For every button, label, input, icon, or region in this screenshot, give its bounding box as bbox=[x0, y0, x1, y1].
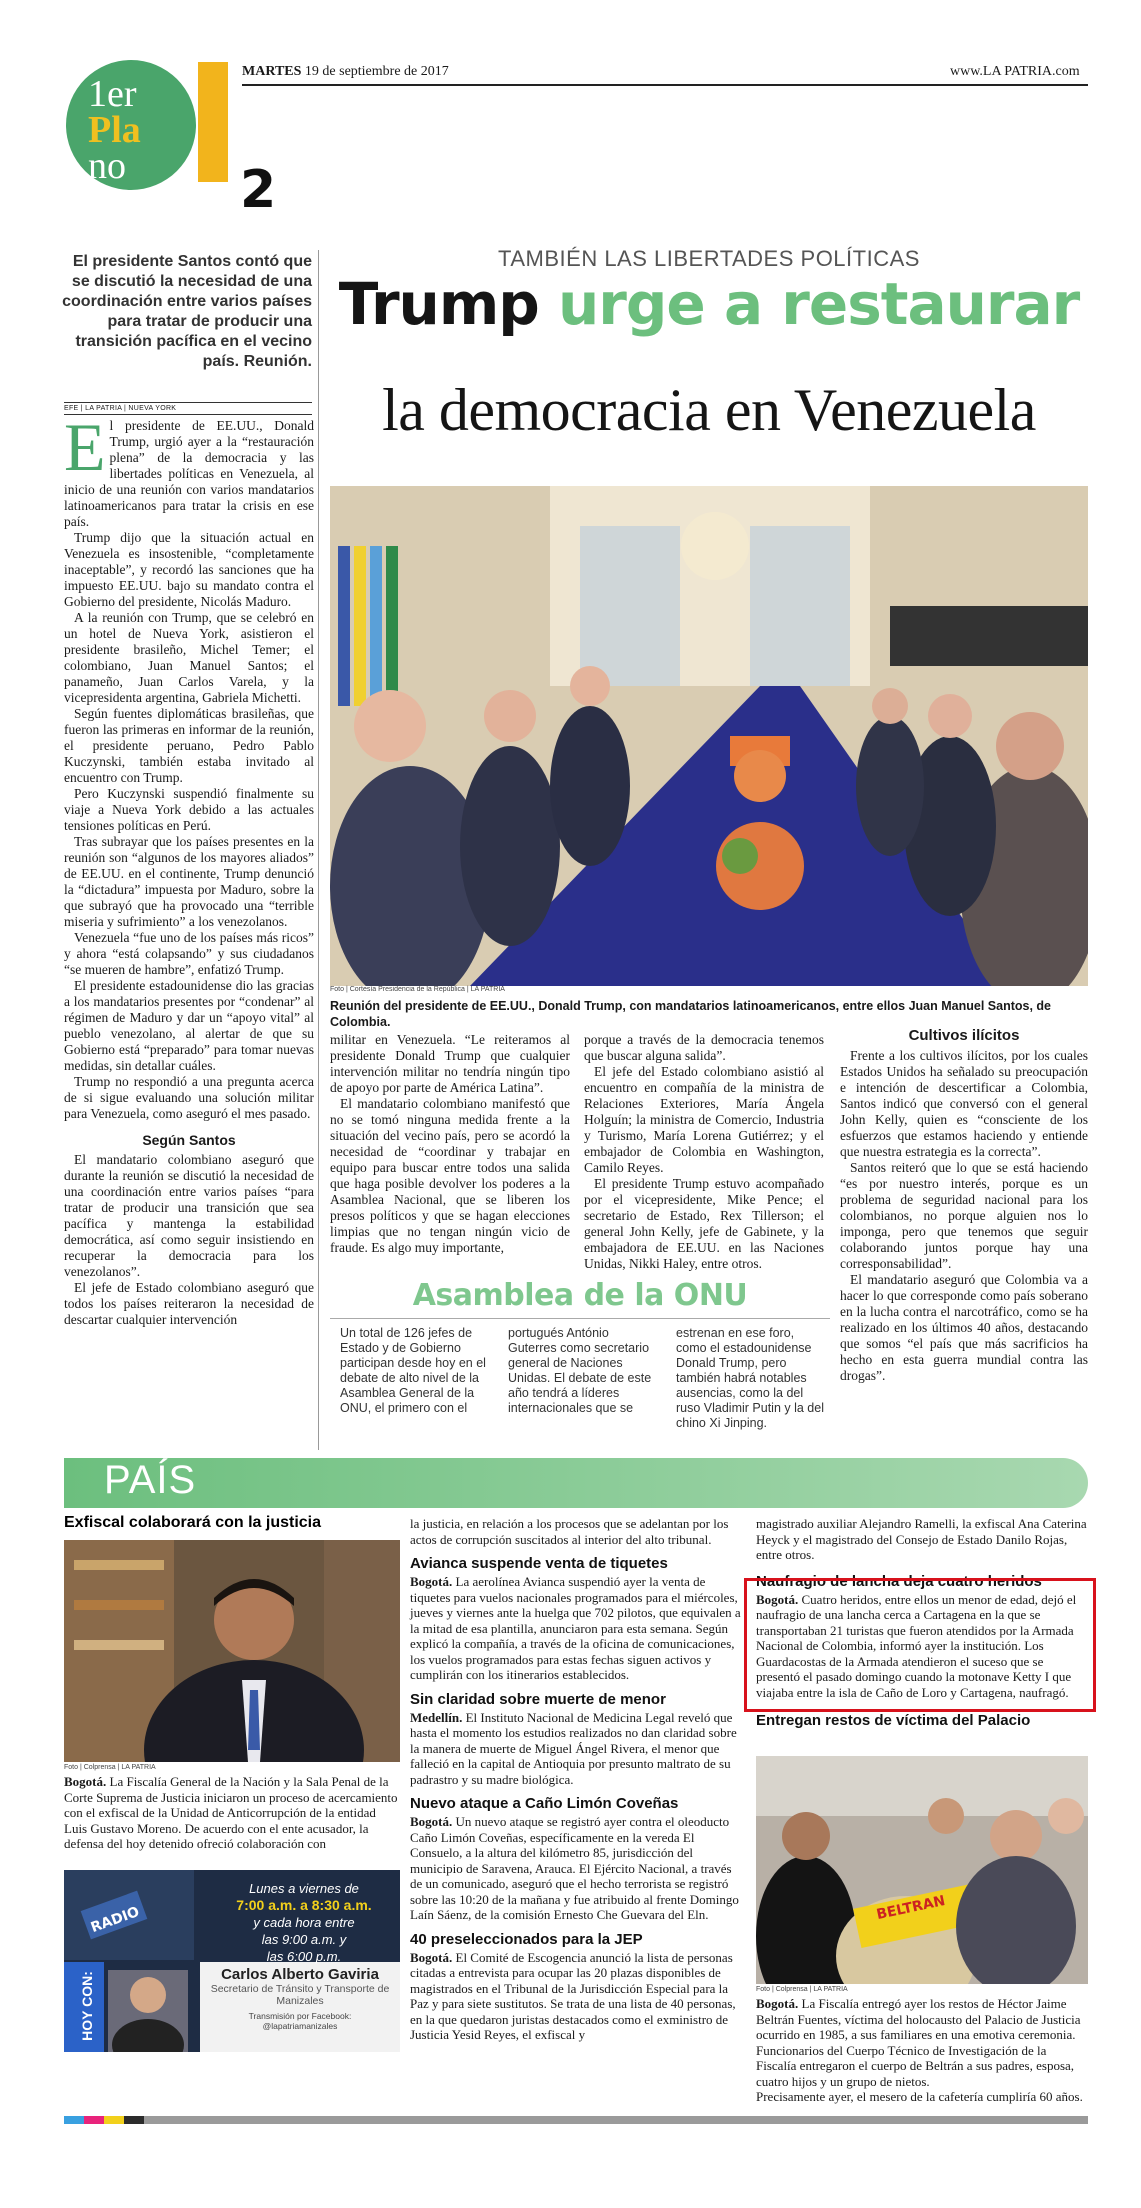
column-divider bbox=[318, 250, 319, 1450]
briefs-column-middle: la justicia, en relación a los procesos que se adelantan por los actos de corrupción suscitados al interior del alto tribunal. Avianca suspende venta de tiquetes Bogotá. La aerolínea Avianca suspendió ayer la venta de tiquetes para vuelos nacionales programados para el miércoles, jueves y viernes ante la huelga que 702 pilotos, que equivalen a la mitad de esa plantilla, anunciaron para esta semana. Según explicó la compañía, a través de la oficina de comunicaciones, los vuelos programados para estas fechas siguen activos y cumplirán con los itinerarios establecidos. Sin claridad sobre muerte de menor Medellín. El Instituto Nacional de Medicina Legal reveló que hasta el momento los estudios realizados no dan claridad sobre la manera de muerte de Miguel Ángel Rivera, el menor que falleció en la capital de Antioquia por presunto maltrato de su padrastro y su madre biológica. Nuevo ataque a Caño Limón Coveñas Bogotá. Un nuevo ataque se registró ayer contra el oleoducto Caño Limón Coveñas, específicamente en la vereda El Consuelo, a la altura del kilómetro 85, jurisdicción del municipio de Saravena, Arauca. El Ejército Nacional, a través de un comunicado, aseguró que el hecho terrorista se registró sobre las 10:20 de la mañana y fue atribuido al frente Domingo Laín Sáenz, de la comisión Ernesto Che Guevara del Eln. 40 preseleccionados para la JEP Bogotá. El Comité de Escogencia anunció la lista de personas citadas a entrevista para ocupar las 20 plazas disponibles de magistrados en el Tribunal de la Jurisdicción Especial para la Paz y para siete sustitutos. Se trata de una lista de 40 personas, en la que quedaron juristas destacados como el exministro de Justicia Yesid Reyes, el exfiscal y bbox=[410, 1516, 746, 2043]
radio-logo: RADIO bbox=[88, 1903, 142, 1937]
lead-paragraph: El presidente de EE.UU., Donald Trump, urgió ayer a la “restauración plena” de la democracia y las libertades políticas en Venezuela, al inicio de una reunión con varios mandatarios latinoamericanos para tratar la crisis en ese país. bbox=[64, 409, 314, 529]
ad-schedule: Lunes a viernes de 7:00 a.m. a 8:30 a.m. y cada hora entre las 9:00 a.m. y las 6:00 p.m. bbox=[236, 1881, 372, 1964]
byline: EFE | LA PATRIA | NUEVA YORK bbox=[64, 402, 312, 415]
photo-caption: Reunión del presidente de EE.UU., Donald Trump, con mandatarios latinoamericanos, entre ellos Juan Manuel Santos, de Colombia. bbox=[330, 999, 1051, 1029]
banner-text: BELTRAN bbox=[875, 1892, 947, 1924]
drop-cap: E bbox=[64, 409, 106, 485]
article-column-1: militar en Venezuela. “Le reiteramos al presidente Donald Trump que cualquier intervención militar no tendría ningún tipo de apoyo por parte de América Latina”. El mandatario colombiano manifestó que no se tomó ninguna medida frente a la situación del vecino país, pero se acordó la necesidad de “coordinar y trabajar en equipo para buscar entre todos una salida que haga posible devolver los poderes a la Asamblea Nacional, que se liberen los presos políticos y que se hagan elecciones limpias que no tengan ningún vicio de fraude. Es algo muy importante, bbox=[330, 1032, 570, 1255]
onu-column: estrenan en ese foro, como el estadounidense Donald Trump, pero también habrá notables ausencias, como la del ruso Vladimir Putin y la del chino Xi Jinping. bbox=[676, 1326, 824, 1430]
lead-paragraph: Pero Kuczynski suspendió finalmente su viaje a Nueva York debido a las actuales tensiones políticas en Perú. bbox=[64, 786, 314, 833]
article-body: Bogotá. Cuatro heridos, entre ellos un menor de edad, dejó el naufragio de una lancha cerca a Cartagena en la que se transportaban 21 turistas que fueron atendidos por la Armada Nacional de Colombia, informó ayer la institución. Los Guardacostas de la Armada atendieron el suceso que se presentó el pasado domingo cuando la motonave Ketty I que viajaba entre la isla de Caño de Loro y Cartagena, naufragó. bbox=[756, 1591, 1077, 1700]
kicker: TAMBIÉN LAS LIBERTADES POLÍTICAS bbox=[498, 246, 920, 271]
onu-box-rule bbox=[330, 1318, 830, 1319]
lead-paragraph: Venezuela “fue uno de los países más ricos” y ahora “está colapsando” y sus ciudadanos “se mueren de hambre”, enfatizó Trump. bbox=[64, 930, 314, 977]
meeting-photo bbox=[330, 486, 1088, 986]
lead-paragraph: Tras subrayar que los países presentes en la reunión son “algunos de los mayores aliados” de EE.UU. en el continente, Trump denunció la “dictadura” impuesta por Maduro, sobre la que subrayó que ha provocado una “terrible miseria y sufrimiento” a los venezolanos. bbox=[64, 834, 314, 929]
article-body: Bogotá. Un nuevo ataque se registró ayer contra el oleoducto Caño Limón Coveñas, específicamente en la vereda El Consuelo, a la altura del kilómetro 85, jurisdicción del municipio de Saravena, Arauca. El Ejército Nacional, a través de un comunicado, aseguró que el hecho terrorista se registró sobre las 10:20 de la mañana y fue atribuido al frente Domingo Laín Sáenz, de la comisión Ernesto Che Guevara del Eln. bbox=[410, 1814, 739, 1922]
headline-line-2: la democracia en Venezuela bbox=[382, 377, 1036, 443]
photo-credit: Foto | Colprensa | LA PATRIA bbox=[756, 1986, 848, 1993]
article-title: Sin claridad sobre muerte de menor bbox=[410, 1690, 666, 1708]
lead-paragraph: El mandatario colombiano aseguró que durante la reunión se discutió la necesidad de una coordinación entre varios países “para tratar de producir una transición que sea pacífica y mantenga la estabilidad democrática, así como seguir insistiendo en recuperar la democracia para los venezolanos”. bbox=[64, 1152, 314, 1279]
article-body: Bogotá. La Fiscalía General de la Nación y la Sala Penal de la Corte Suprema de Justicia iniciaron un proceso de acercamiento con el exfiscal de la Unidad de Anticorrupción de la entidad Luis Gustavo Moreno. De acuerdo con el ente acusador, la defensa del hoy detenido ofreció colaboración con bbox=[64, 1774, 398, 1851]
onu-column: Un total de 126 jefes de Estado y de Gobierno participan desde hoy en el debate de alto nivel de la Asamblea General de la ONU, el primero con el bbox=[340, 1326, 486, 1415]
header-rule bbox=[242, 84, 1088, 86]
ad-guest: Carlos Alberto Gaviria Secretario de Tránsito y Transporte de Manizales Transmisión por Facebook: @lapatriamanizales bbox=[210, 1966, 390, 2031]
lead-paragraph: El jefe de Estado colombiano aseguró que todos los países reiteraron la necesidad de descartar cualquier intervención bbox=[64, 1280, 314, 1327]
article-column-2: porque a través de la democracia tenemos que buscar alguna salida”. El jefe del Estado colombiano asistió al encuentro en compañía de la ministra de Relaciones Exteriores, María Ángela Holguín; la ministra de Comercio, Industria y Turismo, María Lorena Gutiérrez; y el embajador de Colombia en Washington, Camilo Reyes. El presidente Trump estuvo acompañado por el vicepresidente, Mike Pence; el secretario de Estado, Rex Tillerson; el general John Kelly, jefe de Gabinete, y la embajadora de EE.UU. en las Naciones Unidas, Nikki Haley, entre otros. bbox=[584, 1032, 824, 1271]
article-body: Bogotá. La Fiscalía entregó ayer los restos de Héctor Jaime Beltrán Fuentes, víctima del holocausto del Palacio de Justicia ocurrido en 1985, a sus familiares en una emotiva ceremonia. Funcionarios del Cuerpo Técnico de Investigación de la Fiscalía entregaron el cuerpo de Beltrán a sus padres, esposa, cuatro hijos y un grupo de nietos. Precisamente ayer, el mesero de la cafetería cumpliría 60 años. bbox=[756, 1996, 1083, 2104]
article-title: Avianca suspende venta de tiquetes bbox=[410, 1555, 668, 1572]
article-title: 40 preseleccionados para la JEP bbox=[410, 1930, 643, 1948]
footer-color-strip bbox=[64, 2116, 1088, 2124]
lead-paragraph: Según fuentes diplomáticas brasileñas, que fueron las primeras en informar de la reunión, el presidente peruano, Pedro Pablo Kuczynski, también estaba invitado al encuentro con Trump. bbox=[64, 706, 314, 785]
article-title: Nuevo ataque a Caño Limón Coveñas bbox=[410, 1795, 679, 1812]
exfiscal-photo bbox=[64, 1540, 400, 1762]
radio-ad bbox=[64, 1870, 400, 2052]
lead-intro: El presidente Santos contó que se discutió la necesidad de una coordinación entre varios países para tratar de producir una transición pacífica en el vecino país. Reunión. bbox=[62, 253, 312, 370]
lead-body bbox=[64, 409, 314, 1328]
headline: Trump urge a restaurar bbox=[338, 270, 1080, 338]
lead-paragraph: A la reunión con Trump, que se celebró en un hotel de Nueva York, asistieron el presidente brasileño, Michel Temer; el colombiano, Juan Manuel Santos; el panameño, Juan Carlos Varela, y la vicepresidenta argentina, Gabriela Michetti. bbox=[64, 610, 314, 705]
section-band-pais bbox=[64, 1458, 1088, 1508]
lead-paragraph: Trump dijo que la situación actual en Venezuela es insostenible, “completamente inaceptable”, y recordó las sanciones que ha impuesto EE.UU. bajo su mandato contra el Gobierno del presidente, Nicolás Maduro. bbox=[64, 530, 314, 609]
site-url: www.LA PATRIA.com bbox=[950, 64, 1080, 79]
photo-credit: Foto | Cortesía Presidencia de la República | LA PATRIA bbox=[330, 986, 505, 993]
briefs-column-right: magistrado auxiliar Alejandro Ramelli, la exfiscal Ana Caterina Heyck y el magistrado del Consejo de Estado Danilo Rojas, entre otros. Naufragio de lancha deja cuatro heridos Bogotá. Cuatro heridos, entre ellos un menor de edad, dejó el naufragio de una lancha cerca a Cartagena en la que se transportaban 21 turistas que fueron atendidos por la Armada Nacional de Colombia, informó ayer la institución. Los Guardacostas de la Armada atendieron el suceso que se presentó el pasado domingo cuando la motonave Ketty I que viajaba entre la isla de Caño de Loro y Cartagena, naufragó. Entregan restos de víctima del Palacio bbox=[756, 1516, 1087, 1729]
onu-box-title: Asamblea de la ONU bbox=[412, 1278, 748, 1313]
article-body: Bogotá. El Comité de Escogencia anunció la lista de personas citadas a entrevista para ocupar las 20 plazas disponibles de magistrados en el Tribunal de la Jurisdicción Especial para la Paz y para siete sustitutos. Se trata de una lista de 40 personas, en la que quedaron juristas destacados como el exministro de Justicia Yesid Reyes, el exfiscal y bbox=[410, 1949, 736, 2042]
article-column-3: Cultivos ilícitos Frente a los cultivos ilícitos, por los cuales Estados Unidos ha señalado su preocupación e intención de descertificar a Colombia, Santos indicó que conversó con el general John Kelly, quien es “consciente de los esfuerzos que estamos haciendo y entiende que nuestra estrategia es la correcta”. Santos reiteró que lo que se está haciendo “es por nuestro interés, porque es un problema de seguridad nacional para los colombianos, no porque alguien nos lo imponga, pero que tenemos que seguir colaborando juntos porque hay una corresponsabilidad”. El mandatario aseguró que Colombia va a hacer lo que corresponde como país soberano en la lucha contra el narcotráfico, como se ha realizado en los últimos 40 años, destacando que somos “el país que más sacrificios ha hecho en esta guerra mundial contra las drogas”. bbox=[840, 1027, 1088, 1383]
article-title: Entregan restos de víctima del Palacio bbox=[756, 1712, 1031, 1729]
photo-credit: Foto | Colprensa | LA PATRIA bbox=[64, 1764, 156, 1771]
article-title: Exfiscal colaborará con la justicia bbox=[64, 1514, 321, 1531]
article-title: Naufragio de lancha deja cuatro heridos bbox=[756, 1572, 1042, 1590]
page-number: 2 bbox=[240, 160, 277, 220]
article-body: Medellín. El Instituto Nacional de Medicina Legal reveló que hasta el momento los estudios realizados no dan claridad sobre la manera de muerte de Miguel Ángel Rivera, el menor que falleció en la capital de Antioquia por presunto maltrato de su padrastro y su madre biológica. bbox=[410, 1709, 737, 1787]
lead-paragraph: El presidente estadounidense dio las gracias a los mandatarios presentes por “condenar” al régimen de Maduro y dar un “apoyo vital” al pueblo venezolano, al alertar de que su Gobierno está “preparado” para tomar nuevas medidas, sin detallar cuáles. bbox=[64, 978, 314, 1073]
subhead-cultivos: Cultivos ilícitos bbox=[908, 1027, 1020, 1044]
logo-accent-bar bbox=[198, 62, 228, 182]
issue-date: MARTES 19 de septiembre de 2017 bbox=[242, 64, 449, 79]
onu-column: portugués António Guterres como secretario general de Naciones Unidas. El debate de este año tendrá a líderes internacionales que se bbox=[508, 1326, 652, 1415]
lead-paragraph: Trump no respondió a una pregunta acerca de si sigue evaluando una solución militar para Venezuela, como aseguró el mes pasado. bbox=[64, 1074, 314, 1121]
section-title-pais: PAÍS bbox=[104, 1458, 197, 1502]
highlight-box bbox=[744, 1578, 1096, 1712]
subhead-segun-santos: Según Santos bbox=[142, 1132, 236, 1148]
palacio-photo bbox=[756, 1756, 1088, 1984]
article-body: Bogotá. La aerolínea Avianca suspendió ayer la venta de tiquetes para vuelos nacionales programados para el miércoles, jueves y viernes ante la huelga que 702 pilotos, que equivalen a la mitad de esa plantilla, anunciaron para esta semana. Según explicó la compañía, a través de la oficina de comunicaciones, los vuelos programados para estas fechas siguen activos y cumplirán con los itinerarios establecidos. bbox=[410, 1574, 741, 1682]
hoy-con-label: HOY CON: bbox=[79, 1971, 95, 2041]
section-logo-text: 1er Pla no bbox=[88, 73, 141, 187]
